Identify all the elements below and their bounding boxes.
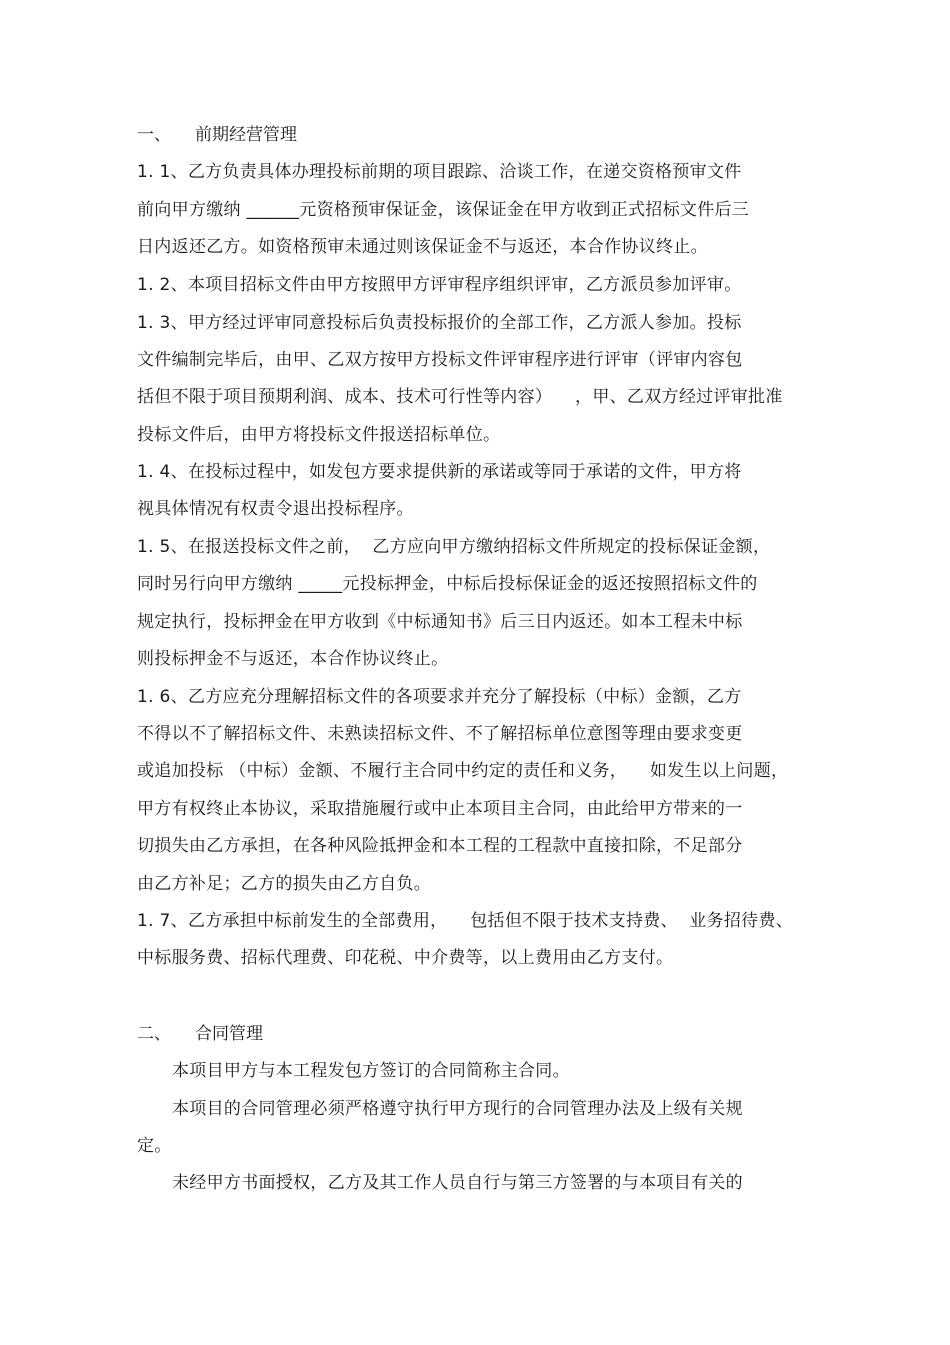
paragraph-line: 前向甲方缴纳 ______元资格预审保证金，该保证金在甲方收到正式招标文件后三 [137, 200, 750, 220]
paragraph-line: 不得以不了解招标文件、未熟读招标文件、不了解招标单位意图等理由要求变更 [137, 724, 743, 744]
paragraph-line: 1. 3、甲方经过评审同意投标后负责投标报价的全部工作，乙方派人参加。投标 [137, 313, 742, 333]
section1-number: 一、 [137, 125, 171, 145]
paragraph-line: 则投标押金不与返还，本合作协议终止。 [137, 649, 449, 669]
paragraph-line: 切损失由乙方承担，在各种风险抵押金和本工程的工程款中直接扣除，不足部分 [137, 836, 743, 856]
paragraph-line: 中标服务费、招标代理费、印花税、中介费等，以上费用由乙方支付。 [137, 948, 674, 968]
paragraph-line: 或追加投标 （中标）金额、不履行主合同中约定的责任和义务， 如发生以上问题， [137, 761, 789, 781]
paragraph-line: 1. 7、乙方承担中标前发生的全部费用， 包括但不限于技术支持费、 业务招待费、 [137, 911, 794, 931]
paragraph-line: 文件编制完毕后，由甲、乙双方按甲方投标文件评审程序进行评审（评审内容包 [137, 350, 743, 370]
paragraph-line: 1. 2、本项目招标文件由甲方按照甲方评审程序组织评审，乙方派员参加评审。 [137, 275, 742, 295]
section2-title: 合同管理 [195, 1024, 263, 1044]
paragraph-line: 甲方有权终止本协议，采取措施履行或中止本项目主合同，由此给甲方带来的一 [137, 799, 743, 819]
paragraph-line: 1. 6、乙方应充分理解招标文件的各项要求并充分了解投标（中标）金额，乙方 [137, 687, 742, 707]
paragraph-line: 同时另行向甲方缴纳 _____元投标押金，中标后投标保证金的返还按照招标文件的 [137, 574, 758, 594]
paragraph-line: 规定执行，投标押金在甲方收到《中标通知书》后三日内返还。如本工程未中标 [137, 612, 743, 632]
paragraph-line: 由乙方补足；乙方的损失由乙方自负。 [137, 874, 432, 894]
paragraph-line: 本项目的合同管理必须严格遵守执行甲方现行的合同管理办法及上级有关规 [172, 1099, 743, 1119]
paragraph-line: 视具体情况有权责令退出投标程序。 [137, 499, 414, 519]
section1-title: 前期经营管理 [195, 125, 297, 145]
paragraph-line: 日内返还乙方。如资格预审未通过则该保证金不与返还，本合作协议终止。 [137, 237, 708, 257]
paragraph-line: 1. 5、在报送投标文件之前， 乙方应向甲方缴纳招标文件所规定的投标保证金额， [137, 537, 771, 557]
paragraph-line: 投标文件后，由甲方将投标文件报送招标单位。 [137, 425, 501, 445]
paragraph-line: 未经甲方书面授权，乙方及其工作人员自行与第三方签署的与本项目有关的 [172, 1173, 743, 1193]
paragraph-line: 本项目甲方与本工程发包方签订的合同简称主合同。 [172, 1061, 570, 1081]
paragraph-line: 1. 4、在投标过程中，如发包方要求提供新的承诺或等同于承诺的文件，甲方将 [137, 462, 742, 482]
section2-number: 二、 [137, 1024, 171, 1044]
paragraph-line: 定。 [137, 1136, 172, 1156]
paragraph-line: 1. 1、乙方负责具体办理投标前期的项目跟踪、洽谈工作，在递交资格预审文件 [137, 162, 742, 182]
paragraph-line: 括但不限于项目预期利润、成本、技术可行性等内容） ，甲、乙双方经过评审批准 [137, 387, 783, 407]
